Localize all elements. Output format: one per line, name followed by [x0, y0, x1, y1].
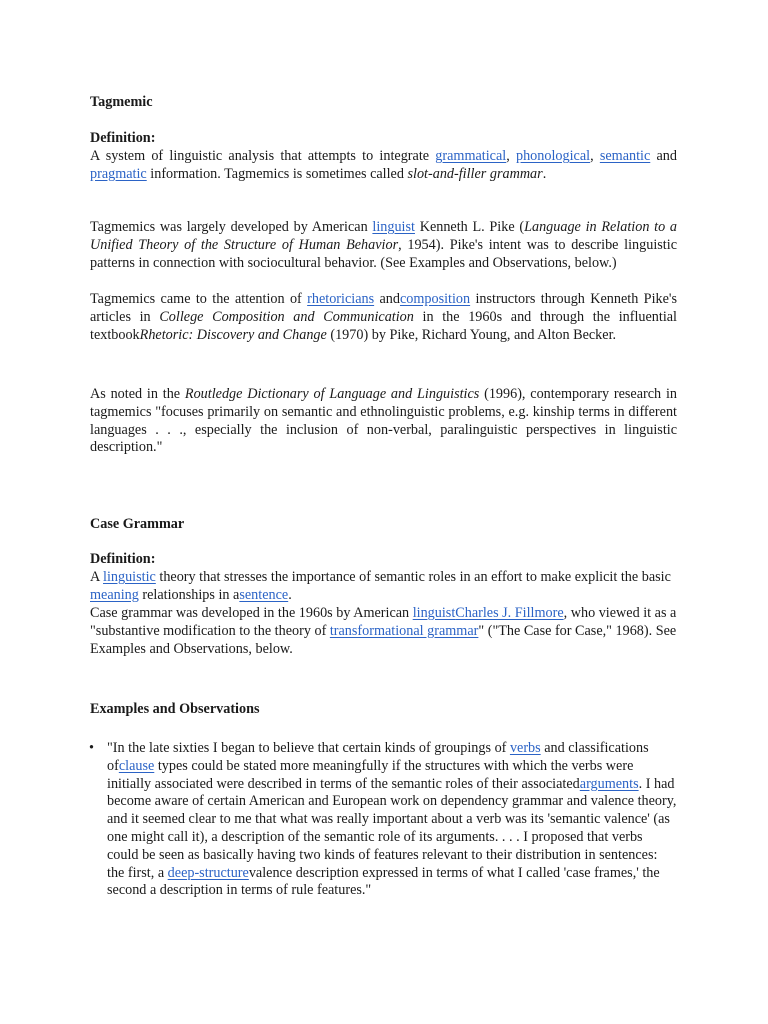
- tagmemic-paragraph-2: Tagmemics came to the attention of rhetoricians andcomposition instructors through Kenneth Pike's articles in College Composition and Communication in the 1960s and through the influential textbookRhetoric: Discovery and Change (1970) by Pike, Richard Young, and Alton Becker.: [90, 291, 678, 343]
- definition-label: Definition:: [90, 130, 156, 146]
- link-composition[interactable]: composition: [399, 291, 471, 307]
- tagmemic-paragraph-3: As noted in the Routledge Dictionary of Language and Linguistics (1996), contemporary research in tagmemics "focuses primarily on semantic and ethnolinguistic problems, e.g. kinship terms in different languages . . ., especially the inclusion of non-verbal, paralinguistic perspectives in linguistic description.": [90, 386, 677, 456]
- tagmemic-paragraph-1: Tagmemics was largely developed by American linguist Kenneth L. Pike (Language in Relation to a Unified Theory of the Structure of Human Behavior, 1954). Pike's intent was to describe linguistic patterns in connection with sociocultural behavior. (See Examples and Observations, below.): [90, 219, 677, 271]
- section-title-examples: Examples and Observations: [90, 701, 260, 717]
- bullet-icon: •: [89, 740, 94, 756]
- examples-list: [90, 740, 677, 900]
- link-linguist[interactable]: linguist: [412, 605, 456, 621]
- section-title-tagmemic: Tagmemic: [90, 94, 153, 110]
- link-deep-structure[interactable]: deep-structure: [167, 864, 249, 881]
- list-item: • "In the late sixties I began to believe that certain kinds of groupings of verbs and classifications ofclause types could be stated more meaningfully if the structures with which the verbs were initially associated were described in terms of the semantic roles of their associatedarguments. I had become aware of certain American and European work on dependency grammar and valence theory, and it seemed clear to me that what was really important about a verb was its 'semantic valence' (as one might call it), a description of the semantic role of its arguments. . . . I proposed that verbs could be seen as basically having two kinds of features relevant to their distribution in sentences: the first, a deep-structurevalence description expressed in terms of what I called 'case frames,' the second a description in terms of rule features.": [89, 740, 677, 899]
- link-linguist[interactable]: linguist: [372, 219, 415, 235]
- link-phonological[interactable]: phonological: [515, 148, 591, 164]
- link-semantic[interactable]: semantic: [599, 148, 651, 164]
- link-rhetoricians[interactable]: rhetoricians: [307, 291, 375, 307]
- link-sentence[interactable]: sentence: [239, 586, 289, 603]
- link-meaning[interactable]: meaning: [90, 586, 139, 603]
- link-arguments[interactable]: arguments: [579, 775, 639, 792]
- tagmemic-definition: A system of linguistic analysis that attempts to integrate grammatical, phonological, semantic and pragmatic information. Tagmemics is sometimes called slot-and-filler grammar.: [90, 148, 677, 182]
- link-verbs[interactable]: verbs: [509, 740, 541, 756]
- link-pragmatic[interactable]: pragmatic: [90, 165, 147, 182]
- link-clause[interactable]: clause: [118, 757, 155, 774]
- case-grammar-paragraph-1: Case grammar was developed in the 1960s by American linguistCharles J. Fillmore, who viewed it as a "substantive modification to the theory of transformational grammar" ("The Case for Case," 1968). See Examples and Observations, below.: [90, 605, 677, 657]
- case-grammar-definition: A linguistic theory that stresses the importance of semantic roles in an effort to make explicit the basic meaning relationships in asentence.: [90, 569, 671, 603]
- definition-label: Definition:: [90, 551, 156, 567]
- link-charles-fillmore[interactable]: Charles J. Fillmore: [455, 605, 564, 621]
- link-transformational-grammar[interactable]: transformational grammar: [329, 622, 479, 639]
- link-grammatical[interactable]: grammatical: [435, 148, 507, 164]
- link-linguistic[interactable]: linguistic: [103, 569, 156, 585]
- section-title-case-grammar: Case Grammar: [90, 516, 185, 532]
